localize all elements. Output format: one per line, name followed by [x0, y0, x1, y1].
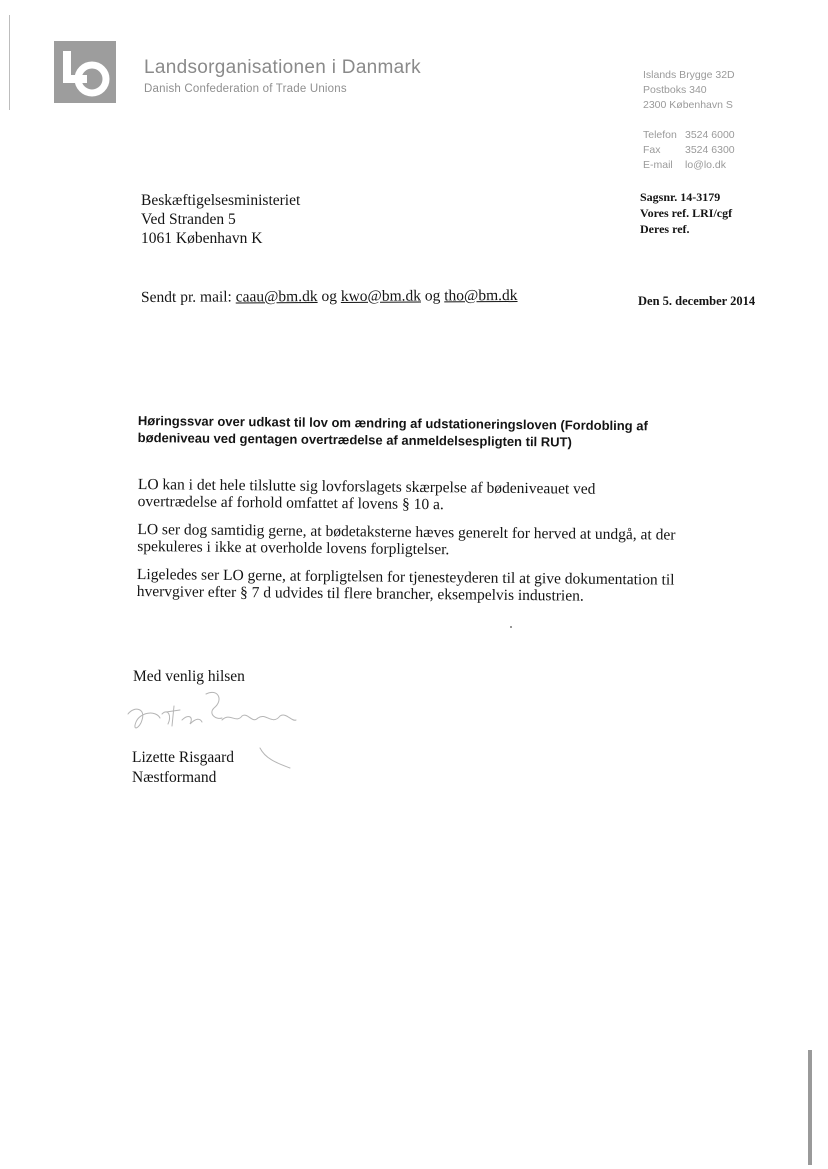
letter-subject: Høringssvar over udkast til lov om ændring af udstationeringsloven (Fordobling af bødeniveau ved gentagen overtrædelse af anmeldelsespligten til RUT) — [137, 412, 648, 450]
fax-label: Fax — [643, 144, 661, 156]
signer-title: Næstformand — [132, 769, 217, 786]
recipient-line: 1061 København K — [141, 230, 263, 247]
phone-label: Telefon — [643, 129, 677, 141]
recipient-line: Beskæftigelsesministeriet — [141, 192, 301, 209]
org-name-english: Danish Confederation of Trade Unions — [144, 83, 347, 95]
org-name: Landsorganisationen i Danmark — [144, 57, 421, 78]
sent-prefix: Sendt pr. mail: — [140, 288, 236, 306]
body-paragraph: LO ser dog samtidig gerne, at bødetaksterne hæves generelt for herved at undgå, at der spekuleres i ikke at overholde lovens forpligtelser. — [137, 520, 676, 559]
recipient-email-link[interactable]: caau@bm.dk — [235, 288, 318, 306]
recipient-email-link[interactable]: tho@bm.dk — [444, 287, 518, 305]
sent-by-mail-line — [141, 287, 518, 307]
phone-number: 3524 6000 — [685, 129, 735, 141]
body-paragraph: Ligeledes ser LO gerne, at forpligtelsen for tjenesteyderen til at give dokumentation til hvervgiver efter § 7 d udvides til flere brancher, eksempelvis industrien. — [136, 565, 675, 605]
letter-body — [137, 476, 678, 617]
address-line: 2300 København S — [643, 99, 733, 111]
phone-line — [643, 128, 735, 143]
recipient-address — [141, 191, 300, 248]
closing-greeting: Med venlig hilsen — [133, 668, 245, 685]
address-line: Islands Brygge 32D — [643, 69, 735, 81]
email-line — [643, 158, 735, 173]
signer-block — [132, 748, 234, 788]
body-paragraph: LO kan i det hele tilslutte sig lovforslagets skærpelse af bødeniveauet ved overtrædelse af forhold omfattet af lovens § 10 a. — [137, 476, 596, 514]
case-number: Sagsnr. 14-3179 — [640, 190, 721, 204]
email-address: lo@lo.dk — [685, 159, 727, 171]
signer-name: Lizette Risgaard — [132, 749, 234, 766]
address-line: Postboks 340 — [643, 84, 707, 96]
your-reference: Deres ref. — [640, 222, 690, 236]
reference-block — [640, 189, 732, 237]
recipient-line: Ved Stranden 5 — [141, 211, 236, 228]
fax-line — [643, 143, 735, 158]
email-label: E-mail — [643, 159, 673, 171]
email-separator: og — [420, 287, 445, 305]
margin-rule — [9, 15, 10, 110]
scan-speck — [510, 626, 512, 628]
scan-edge-rule — [808, 1050, 812, 1165]
recipient-email-link[interactable]: kwo@bm.dk — [340, 287, 422, 305]
lo-logo-icon — [54, 41, 116, 103]
org-contact — [643, 128, 735, 173]
email-separator: og — [317, 287, 341, 306]
org-address — [643, 68, 735, 113]
fax-number: 3524 6300 — [685, 144, 735, 156]
letter-date: Den 5. december 2014 — [638, 294, 756, 308]
our-reference: Vores ref. LRI/cgf — [640, 206, 733, 220]
